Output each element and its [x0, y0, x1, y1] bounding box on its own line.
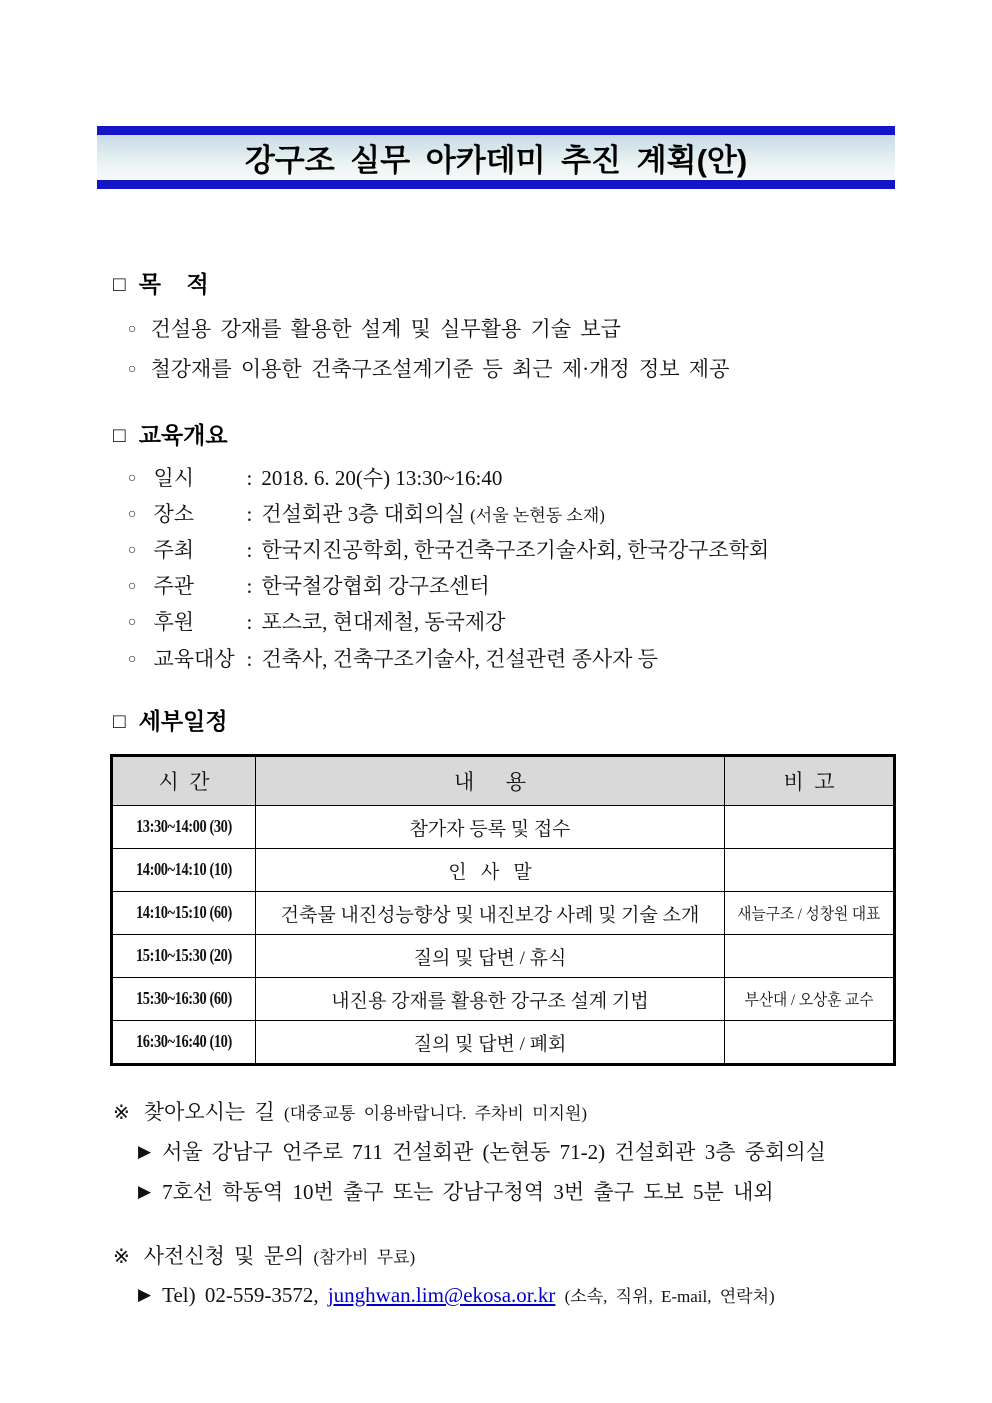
directions-heading [113, 1096, 587, 1126]
schedule-remark: 부산대 / 오상훈 교수 [744, 992, 874, 1009]
directions-item-text: 7호선 학동역 10번 출구 또는 강남구청역 3번 출구 도보 5분 내외 [162, 1180, 774, 1204]
contact-heading-note: (참가비 무료) [313, 1248, 416, 1267]
schedule-time: 16:30~16:40 (10) [136, 1031, 232, 1051]
directions-item-subway [138, 1176, 774, 1206]
circle-bullet-icon: ○ [128, 362, 137, 377]
schedule-table [110, 754, 896, 1066]
overview-item-label: 장소 [153, 502, 195, 526]
purpose-section-heading [113, 266, 209, 299]
contact-heading [113, 1240, 415, 1270]
circle-bullet-icon: ○ [128, 543, 137, 558]
schedule-row [112, 806, 895, 849]
schedule-row [112, 1021, 895, 1065]
contact-email-note: (소속, 직위, E-mail, 연락처) [564, 1287, 775, 1306]
overview-section-heading [113, 417, 228, 450]
colon: : [246, 502, 253, 526]
circle-bullet-icon: ○ [128, 652, 137, 667]
schedule-time: 15:30~16:30 (60) [136, 988, 232, 1008]
schedule-content: 내진용 강재를 활용한 강구조 설계 기법 [256, 978, 725, 1021]
schedule-header-content: 내 용 [256, 756, 725, 806]
contact-tel: Tel) 02-559-3572, [162, 1283, 319, 1307]
overview-item-note: (서울 논현동 소재) [470, 506, 605, 525]
triangle-bullet-icon: ▶ [138, 1142, 152, 1161]
purpose-item [128, 353, 729, 383]
overview-item-value: 2018. 6. 20(수) 13:30~16:40 [261, 466, 503, 490]
colon: : [246, 610, 253, 634]
overview-item-venue [128, 498, 605, 528]
circle-bullet-icon: ○ [128, 322, 137, 337]
schedule-content: 질의 및 답변 / 폐회 [256, 1021, 725, 1065]
schedule-time: 14:00~14:10 (10) [136, 859, 232, 879]
overview-item-value: 건설회관 3층 대회의실 [261, 502, 465, 526]
directions-item-address [138, 1136, 826, 1166]
circle-bullet-icon: ○ [128, 471, 137, 486]
contact-heading-label: 사전신청 및 문의 [143, 1244, 305, 1268]
overview-item-value: 한국철강협회 강구조센터 [261, 574, 490, 598]
overview-item-label: 교육대상 [153, 647, 235, 671]
schedule-header-remark: 비 고 [725, 756, 895, 806]
circle-bullet-icon: ○ [128, 579, 137, 594]
overview-item-label: 주최 [153, 538, 195, 562]
colon: : [246, 466, 253, 490]
purpose-heading-label: 목 적 [138, 271, 209, 297]
schedule-header-time: 시 간 [112, 756, 256, 806]
purpose-item-text: 철강재를 이용한 건축구조설계기준 등 최근 제·개정 정보 제공 [150, 357, 730, 381]
colon: : [246, 538, 253, 562]
schedule-row [112, 935, 895, 978]
schedule-section-heading [113, 703, 228, 736]
overview-item-sponsor [128, 606, 505, 636]
purpose-item-text: 건설용 강재를 활용한 설계 및 실무활용 기술 보급 [150, 317, 621, 341]
schedule-content: 인 사 말 [256, 849, 725, 892]
triangle-bullet-icon: ▶ [138, 1182, 152, 1201]
schedule-content: 질의 및 답변 / 휴식 [256, 935, 725, 978]
schedule-remark: 새늘구조 / 성창원 대표 [737, 906, 881, 923]
banner-body [97, 135, 895, 180]
reference-mark-icon: ※ [113, 1246, 130, 1268]
overview-item-organizer [128, 570, 490, 600]
schedule-time: 13:30~14:00 (30) [136, 816, 232, 836]
overview-item-datetime [128, 462, 502, 492]
square-bullet-icon: □ [113, 273, 126, 296]
directions-item-text: 서울 강남구 언주로 711 건설회관 (논현동 71-2) 건설회관 3층 중회의실 [162, 1140, 826, 1164]
overview-item-label: 주관 [153, 574, 195, 598]
schedule-time: 14:10~15:10 (60) [136, 902, 232, 922]
overview-item-value: 포스코, 현대제철, 동국제강 [261, 610, 506, 634]
overview-item-value: 한국지진공학회, 한국건축구조기술사회, 한국강구조학회 [261, 538, 770, 562]
banner-bottom-bar [97, 180, 895, 189]
overview-item-value: 건축사, 건축구조기술사, 건설관련 종사자 등 [261, 647, 658, 671]
banner-top-bar [97, 126, 895, 135]
schedule-row [112, 978, 895, 1021]
schedule-content: 건축물 내진성능향상 및 내진보강 사례 및 기술 소개 [256, 892, 725, 935]
overview-heading-label: 교육개요 [138, 422, 228, 448]
overview-item-label: 일시 [153, 466, 195, 490]
overview-item-host [128, 534, 769, 564]
schedule-header-row [112, 756, 895, 806]
circle-bullet-icon: ○ [128, 615, 137, 630]
triangle-bullet-icon: ▶ [138, 1285, 152, 1304]
directions-heading-label: 찾아오시는 길 [143, 1100, 275, 1124]
schedule-content: 참가자 등록 및 접수 [256, 806, 725, 849]
square-bullet-icon: □ [113, 710, 126, 733]
schedule-time: 15:10~15:30 (20) [136, 945, 232, 965]
schedule-row [112, 892, 895, 935]
colon: : [246, 647, 253, 671]
contact-item [138, 1282, 775, 1308]
contact-email-link[interactable]: junghwan.lim@ekosa.or.kr [327, 1283, 556, 1307]
circle-bullet-icon: ○ [128, 507, 137, 522]
purpose-item [128, 313, 621, 343]
schedule-row [112, 849, 895, 892]
overview-item-label: 후원 [153, 610, 195, 634]
reference-mark-icon: ※ [113, 1102, 130, 1124]
colon: : [246, 574, 253, 598]
title-banner [97, 126, 895, 189]
square-bullet-icon: □ [113, 424, 126, 447]
overview-item-audience [128, 643, 658, 673]
directions-heading-note: (대중교통 이용바랍니다. 주차비 미지원) [283, 1104, 588, 1123]
schedule-heading-label: 세부일정 [138, 708, 228, 734]
page-title: 강구조 실무 아카데미 추진 계획(안) [244, 143, 748, 178]
